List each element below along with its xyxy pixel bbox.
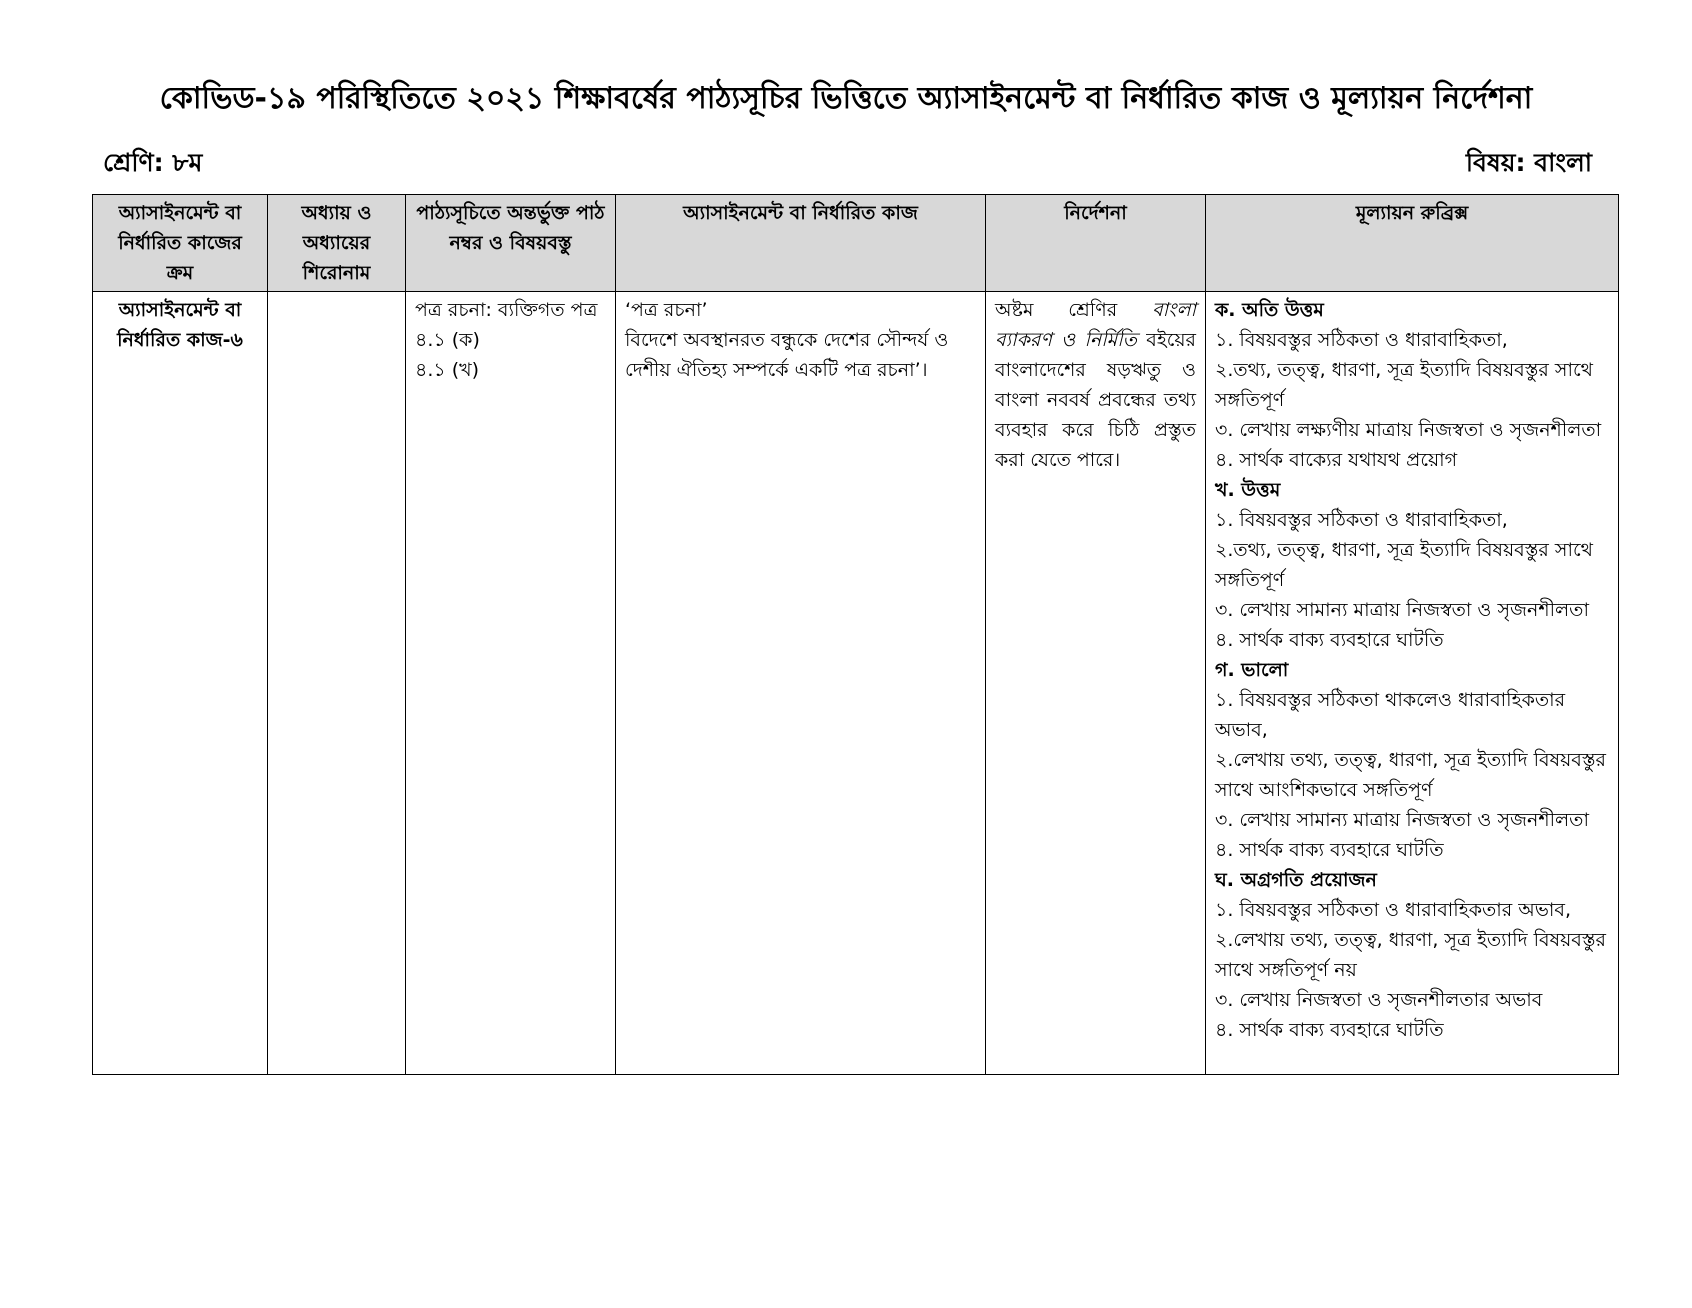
assignment-table bbox=[92, 194, 1619, 1075]
rubric-item: ২.তথ্য, তত্ত্ব, ধারণা, সূত্র ইত্যাদি বিষয়বস্তুর সাথে সঙ্গতিপূর্ণ bbox=[1215, 359, 1593, 411]
rubric-level-heading: গ. ভালো bbox=[1215, 659, 1289, 681]
instruction-book-title: বাংলা ব্যাকরণ ও নির্মিতি bbox=[995, 299, 1196, 351]
header-chapter: অধ্যায় ও অধ্যায়ের শিরোনাম bbox=[268, 195, 406, 292]
instruction-part2: বইয়ের বাংলাদেশের ষড়ঋতু ও বাংলা নববর্ষ প্রবন্ধের তথ্য ব্যবহার করে চিঠি প্রস্তুত করা যেতে পারে। bbox=[995, 329, 1196, 471]
header-task: অ্যাসাইনমেন্ট বা নির্ধারিত কাজ bbox=[616, 195, 986, 292]
rubric-level-heading: ঘ. অগ্রগতি প্রয়োজন bbox=[1215, 869, 1377, 891]
rubric-item: ৩. লেখায় নিজস্বতা ও সৃজনশীলতার অভাব bbox=[1215, 989, 1543, 1011]
task-title: ‘পত্র রচনা’ bbox=[625, 299, 708, 321]
cell-instruction bbox=[986, 292, 1206, 1075]
header-instruction: নির্দেশনা bbox=[986, 195, 1206, 292]
rubric-item: ১. বিষয়বস্তুর সঠিকতা ও ধারাবাহিকতার অভাব, bbox=[1215, 899, 1571, 921]
rubric-item: ১. বিষয়বস্তুর সঠিকতা ও ধারাবাহিকতা, bbox=[1215, 509, 1508, 531]
class-label: শ্রেণি: ৮ম bbox=[103, 148, 203, 177]
rubric-level-heading: ক. অতি উত্তম bbox=[1215, 299, 1324, 321]
rubric-item: ৪. সার্থক বাক্য ব্যবহারে ঘাটতি bbox=[1215, 839, 1444, 861]
rubric-item: ৩. লেখায় সামান্য মাত্রায় নিজস্বতা ও সৃজনশীলতা bbox=[1215, 809, 1589, 831]
lesson-number-a: ৪.১ (ক) bbox=[415, 329, 480, 351]
cell-chapter bbox=[268, 292, 406, 1075]
header-assignment-order: অ্যাসাইনমেন্ট বা নির্ধারিত কাজের ক্রম bbox=[93, 195, 268, 292]
rubric-item: ৩. লেখায় সামান্য মাত্রায় নিজস্বতা ও সৃজনশীলতা bbox=[1215, 599, 1589, 621]
table-header-row bbox=[93, 195, 1619, 292]
rubric-item: ১. বিষয়বস্তুর সঠিকতা থাকলেও ধারাবাহিকতার অভাব, bbox=[1215, 689, 1566, 741]
task-body: বিদেশে অবস্থানরত বন্ধুকে দেশের সৌন্দর্য ও দেশীয় ঐতিহ্য সম্পর্কে একটি পত্র রচনা’। bbox=[625, 329, 949, 381]
subject-label: বিষয়: বাংলা bbox=[1465, 148, 1592, 177]
rubric-item: ৩. লেখায় লক্ষ্যণীয় মাত্রায় নিজস্বতা ও সৃজনশীলতা bbox=[1215, 419, 1602, 441]
rubric-item: ২.লেখায় তথ্য, তত্ত্ব, ধারণা, সূত্র ইত্যাদি বিষয়বস্তুর সাথে আংশিকভাবে সঙ্গতিপূর্ণ bbox=[1215, 749, 1606, 801]
rubric-item: ৪. সার্থক বাক্য ব্যবহারে ঘাটতি bbox=[1215, 629, 1444, 651]
table-row bbox=[93, 292, 1619, 1075]
page-title: কোভিড-১৯ পরিস্থিতিতে ২০২১ শিক্ষাবর্ষের পাঠ্যসূচির ভিত্তিতে অ্যাসাইনমেন্ট বা নির্ধারিত কাজ ও মূল্যায়ন নির্দেশনা bbox=[159, 81, 1533, 116]
cell-rubric bbox=[1206, 292, 1619, 1075]
cell-task bbox=[616, 292, 986, 1075]
rubric-item: ৪. সার্থক বাক্য ব্যবহারে ঘাটতি bbox=[1215, 1019, 1444, 1041]
rubric-item: ২.তথ্য, তত্ত্ব, ধারণা, সূত্র ইত্যাদি বিষয়বস্তুর সাথে সঙ্গতিপূর্ণ bbox=[1215, 539, 1593, 591]
rubric-item: ৪. সার্থক বাক্যের যথাযথ প্রয়োগ bbox=[1215, 449, 1458, 471]
rubric-item: ১. বিষয়বস্তুর সঠিকতা ও ধারাবাহিকতা, bbox=[1215, 329, 1508, 351]
rubric-level-heading: খ. উত্তম bbox=[1215, 479, 1281, 501]
instruction-part1: অষ্টম শ্রেণির bbox=[995, 299, 1118, 321]
header-lesson: পাঠ্যসূচিতে অন্তর্ভুক্ত পাঠ নম্বর ও বিষয়বস্তু bbox=[406, 195, 616, 292]
rubric-item: ২.লেখায় তথ্য, তত্ত্ব, ধারণা, সূত্র ইত্যাদি বিষয়বস্তুর সাথে সঙ্গতিপূর্ণ নয় bbox=[1215, 929, 1606, 981]
lesson-topic: পত্র রচনা: ব্যক্তিগত পত্র bbox=[415, 299, 598, 321]
header-rubric: মূল্যায়ন রুব্রিক্স bbox=[1206, 195, 1619, 292]
cell-lesson bbox=[406, 292, 616, 1075]
lesson-number-b: ৪.১ (খ) bbox=[415, 359, 480, 381]
cell-assignment-no: অ্যাসাইনমেন্ট বা নির্ধারিত কাজ-৬ bbox=[93, 292, 268, 1075]
